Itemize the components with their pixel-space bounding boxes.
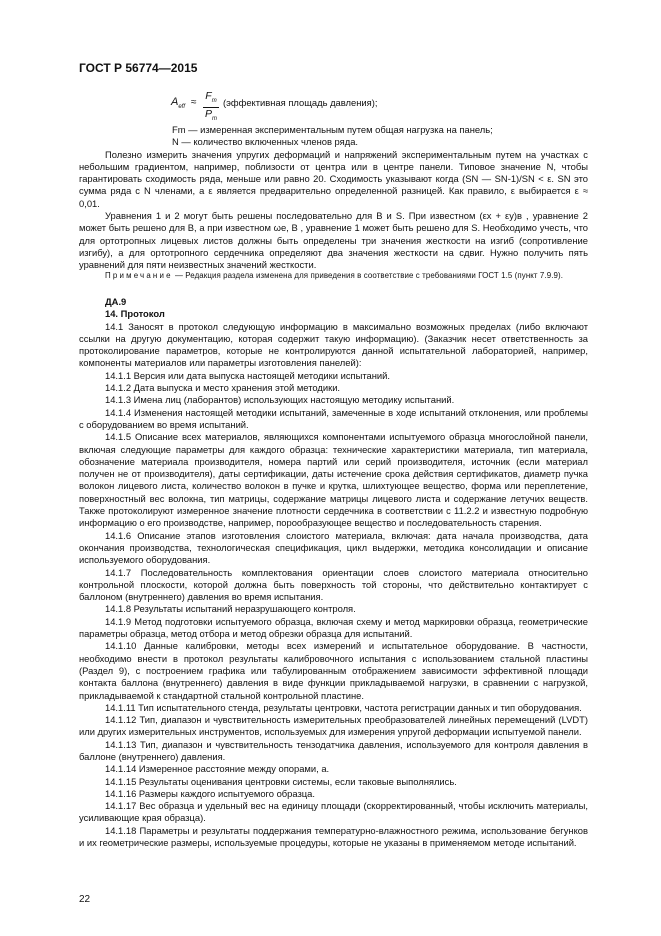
definition-fm: Fm — измеренная экспериментальным путем общая нагрузка на панель; <box>172 124 493 135</box>
list-item: 14.1.16 Размеры каждого испытуемого образца. <box>105 787 315 799</box>
list-item: 14.1.4 Изменения настоящей методики испытаний, замеченные в ходе испытаний отклонения, или проблемы с оборудованием во время испытаний. <box>79 406 588 430</box>
list-item: 14.1.10 Данные калибровки, методы всех измерений и испытательное оборудование. В частности, необходимо внести в протокол результаты калибровочного испытания с использованием стальной пластины (Раздел 9), с построением графика или табулированным отображением зависимости эффективной площади контакта баллона (внутреннего) давления в виде функции прикладываемой нагрузки, в сравнении с нагрузкой, прикладываемой к стандартной стальной контрольной пластине. <box>79 640 588 701</box>
list-item: 14.1.17 Вес образца и удельный вес на единицу площади (скорректированный, чтобы исключить материалы, усиливающие края образца). <box>79 800 588 824</box>
paragraph-equations: Уравнения 1 и 2 могут быть решены последовательно для B и S. При известном (εx + εy)в , уравнение 2 может быть решено для B, а при известном ωe, B , уравнение 1 может быть решено для S. Необходимо учесть, что для ортотропных лицевых листов должны быть определены три значения жесткости на изгиб (сопротивление изгибу), а для ортотропного сердечника определяют два значения жесткости на сдвиг. Нужно получить пять уравнений для пяти неизвестных значений жесткости. <box>79 210 588 271</box>
page-header-standard-id: ГОСТ Р 56774—2015 <box>79 61 198 75</box>
list-item: 14.1.7 Последовательность комплектования ориентации слоев слоистого материала относительно контрольной плоскости, которой должна быть поверхность той стороны, что действительно контактирует с баллоном (внутреннего) давления во время испытания. <box>79 566 588 603</box>
list-item: 14.1.2 Дата выпуска и место хранения этой методики. <box>105 382 341 394</box>
list-item: 14.1.8 Результаты испытаний неразрушающего контроля. <box>105 603 356 615</box>
note-block <box>79 270 588 282</box>
list-item: 14.1.14 Измеренное расстояние между опорами, a. <box>105 763 330 775</box>
page-number: 22 <box>79 894 91 905</box>
formula-description: (эффективная площадь давления); <box>223 97 378 108</box>
formula-numerator: $F_m$ <box>203 91 219 108</box>
paragraph-convergence: Полезно измерить значения упругих деформаций и напряжений экспериментальным путем на участках с небольшим градиентом, например, поблизости от центра или в центре панели. Типовое значение N, чтобы гарантировать сходимость ряда, меньше или равно 20. Сходимость указывают когда (SN — SN-1)/SN < ε. SN это сумма ряда с N членами, а ε является предварительно определенной разницей. Как правило, ε выбирается ε ≈ 0,01. <box>79 148 588 209</box>
editorial-note <box>79 270 588 282</box>
formula-lhs: $A_{eff}$ <box>171 96 186 111</box>
formula-denominator: $P_m$ <box>204 108 217 123</box>
definitions-block <box>79 124 588 272</box>
list-item: 14.1.3 Имена лиц (лаборантов) использующих настоящую методику испытаний. <box>105 394 455 406</box>
protocol-section <box>79 296 588 849</box>
list-item: 14.1.1 Версия или дата выпуска настоящей методики испытаний. <box>105 369 390 381</box>
formula-fraction <box>203 91 219 125</box>
formula-approx-sign: ≈ <box>191 97 197 108</box>
note-label: Примечание <box>105 271 173 280</box>
definition-n: N — количество включенных членов ряда. <box>172 136 359 148</box>
list-item: 14.1.6 Описание этапов изготовления слоистого материала, включая: дата начала производства, дата окончания производства, технологическая спецификация, цикл выдержки, методика консолидации и описание используемого оборудования. <box>79 529 588 566</box>
section-id: ДА.9 <box>105 296 127 307</box>
list-item: 14.1.9 Метод подготовки испытуемого образца, включая схему и метод маркировки образца, геометрические параметры образца, метод отбора и метод обрезки образца для испытаний. <box>79 615 588 640</box>
note-text: — Редакция раздела изменена для приведения в соответствие с требованиями ГОСТ 1.5 (пункт 7.9.9). <box>172 271 563 280</box>
list-item: 14.1.11 Тип испытательного стенда, результаты центровки, частота регистрации данных и тип оборудования. <box>105 701 582 713</box>
list-item: 14.1.15 Результаты оценивания центровки системы, если таковые выполнялись. <box>105 775 457 787</box>
list-item: 14.1.13 Тип, диапазон и чувствительность тензодатчика давления, используемого для контроля давления в баллоне (внутреннего) давления. <box>79 738 588 762</box>
list-item: 14.1.12 Тип, диапазон и чувствительность измерительных преобразователей линейных перемещений (LVDT) или других измерительных инструментов, используемых для измерения упругой деформации испытуемой панели. <box>79 714 588 738</box>
list-item: 14.1.18 Параметры и результаты поддержания температурно-влажностного режима, использование бегунков и их геометрические размеры, используемые процедуры, которые не указаны в применяемом методе испытаний. <box>79 824 588 849</box>
section-title: 14. Протокол <box>105 308 165 320</box>
list-item: 14.1.5 Описание всех материалов, являющихся компонентами испытуемого образца многослойной панели, включая следующие параметры для каждого образца: технические характеристики материала, тип материала, обозначение материала производителя, номера партий или серий производителя, источник (если материал получен не от производителя), даты сертификации, даты истечение срока действия сертификатов, диаметр пучка волокон лицевого листа, количество волокон в пучке и крутка, шлихтующее вещество, форма или переплетение, поверхностный вес волокна, тип матрицы, содержание матрицы лицевого листа и содержание летучих веществ. Также протоколируют измеренное значение плотности сердечника в соответствии с 11.2.2 и известную подробную информацию о его производстве, например, порообразующее вещество и последовательность старения. <box>79 431 588 529</box>
list-item: 14.1 Заносят в протокол следующую информацию в максимально возможных пределах (либо включают ссылки на другую документацию, которая содержит такую информацию). (Заказчик несет ответственность за протоколирование параметров, которые не контролируются данной испытательной лабораторией, например, компоненты материалов или параметры изготовления панелей): <box>79 320 588 369</box>
